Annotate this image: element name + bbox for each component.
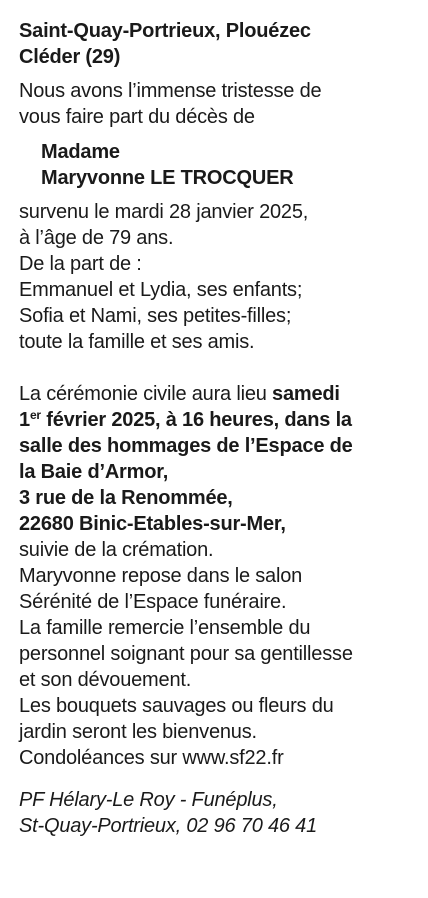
condolences-line: Condoléances sur www.sf22.fr	[19, 747, 284, 769]
family-block	[19, 199, 419, 355]
family-line: à l’âge de 79 ans.	[19, 227, 174, 249]
ceremony-line-1	[19, 381, 419, 407]
ceremony-line: et son dévouement.	[19, 669, 192, 691]
ceremony-venue-line-1: salle des hommages de l’Espace de	[19, 435, 353, 457]
ceremony-date	[19, 409, 352, 431]
family-line: toute la famille et ses amis.	[19, 331, 255, 353]
ceremony-line: suivie de la crémation.	[19, 539, 214, 561]
intro-line-2: vous faire part du décès de	[19, 106, 255, 128]
ceremony-date-rest: février 2025, à 16 heures, dans la	[40, 409, 352, 431]
paragraph-gap	[19, 355, 419, 381]
family-line: Sofia et Nami, ses petites-filles;	[19, 305, 292, 327]
ceremony-line: personnel soignant pour sa gentillesse	[19, 643, 353, 665]
ceremony-date-sup: er	[29, 408, 41, 422]
family-line: survenu le mardi 28 janvier 2025,	[19, 201, 309, 223]
signature-line-1: PF Hélary-Le Roy - Funéplus,	[19, 789, 278, 811]
location-line-2: Cléder (29)	[19, 46, 121, 68]
family-line: Emmanuel et Lydia, ses enfants;	[19, 279, 303, 301]
ceremony-line-2	[19, 407, 419, 433]
intro-line-1: Nous avons l’immense tristesse de	[19, 80, 322, 102]
intro-text	[19, 78, 419, 130]
deceased-name-block	[41, 139, 419, 191]
ceremony-date-num: 1	[19, 409, 30, 431]
signature-line-2: St-Quay-Portrieux, 02 96 70 46 41	[19, 815, 318, 837]
ceremony-line: Maryvonne repose dans le salon	[19, 565, 303, 587]
deceased-title: Madame	[41, 141, 120, 163]
ceremony-line: jardin seront les bienvenus.	[19, 721, 257, 743]
ceremony-line: La famille remercie l’ensemble du	[19, 617, 311, 639]
ceremony-line: Les bouquets sauvages ou fleurs du	[19, 695, 334, 717]
ceremony-address-line-1: 3 rue de la Renommée,	[19, 487, 233, 509]
location-header	[19, 18, 419, 70]
deceased-name: Maryvonne LE TROCQUER	[41, 167, 294, 189]
ceremony-block	[19, 381, 419, 771]
ceremony-intro: La cérémonie civile aura lieu	[19, 383, 273, 405]
ceremony-venue-line-2: la Baie d’Armor,	[19, 461, 169, 483]
ceremony-line: Sérénité de l’Espace funéraire.	[19, 591, 287, 613]
funeral-home-signature	[19, 787, 419, 839]
location-line-1: Saint-Quay-Portrieux, Plouézec	[19, 20, 311, 42]
family-line: De la part de :	[19, 253, 142, 275]
ceremony-day: samedi	[272, 383, 340, 405]
obituary-notice	[19, 18, 419, 839]
ceremony-address-line-2: 22680 Binic-Etables-sur-Mer,	[19, 513, 286, 535]
